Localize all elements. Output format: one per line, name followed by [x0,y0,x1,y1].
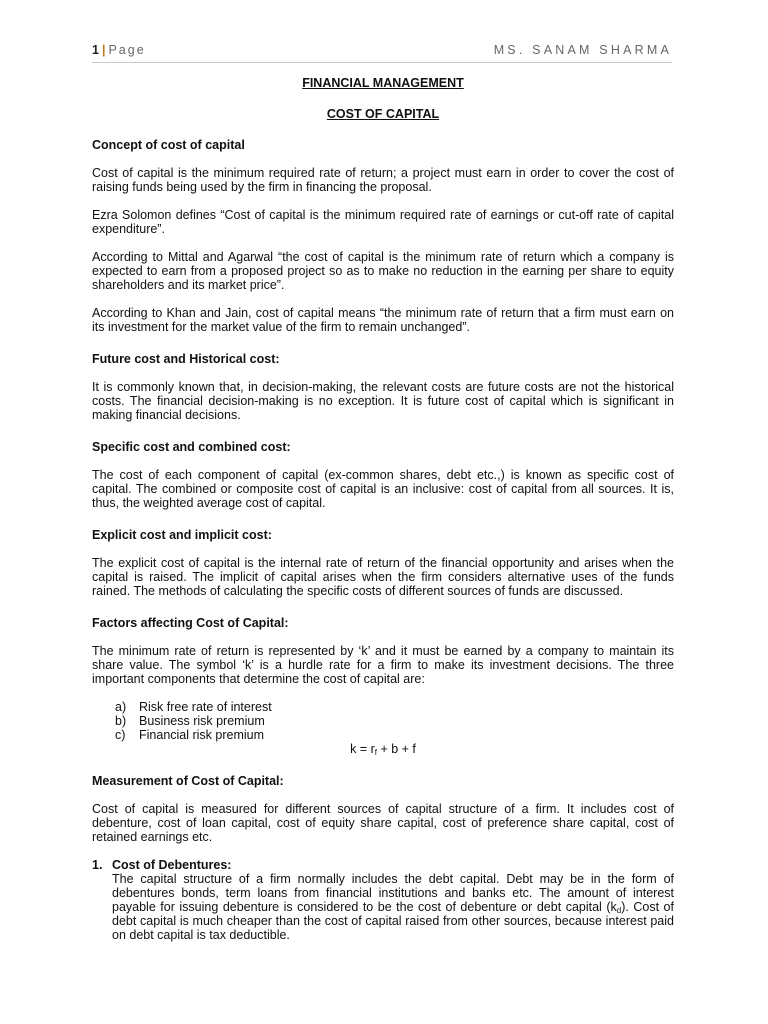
paragraph: Ezra Solomon defines “Cost of capital is the minimum required rate of earnings or cut-off rate of capital expenditure”. [92,208,674,236]
page-header [92,42,672,63]
formula-right: + b + f [376,742,416,756]
list-item-text: Risk free rate of interest [139,700,272,714]
paragraph: The minimum rate of return is represented by ‘k’ and it must be earned by a company to maintain its share value. The symbol ‘k’ is a hurdle rate for a firm to make its investment decisions. The three important components that determine the cost of capital are: [92,644,674,686]
formula-left: k = r [350,742,375,756]
list-item-text: Financial risk premium [139,728,265,742]
paragraph: The explicit cost of capital is the internal rate of return of the financial opportunity and arises when the capital is raised. The implicit of capital arises when the firm considers alternative uses of the funds rained. The methods of calculating the specific costs of different sources of funds are discussed. [92,556,674,598]
author-name: MS. SANAM SHARMA [493,43,672,57]
document-title: FINANCIAL MANAGEMENT [302,76,464,90]
page-number-label [92,43,146,57]
list-marker: b) [115,714,127,728]
section-heading-concept: Concept of cost of capital [92,138,245,152]
formula-subscript: f [374,748,377,757]
components-list [92,700,674,742]
section-heading-specific-cost: Specific cost and combined cost: [92,440,291,454]
paragraph-part: ). Cost of debt capital is much cheaper than the cost of capital raised from other sources, because interest paid on debt capital is tax deductible. [112,900,674,942]
document-body [92,76,674,942]
paragraph-part: The capital structure of a firm normally includes the debt capital. Debt may be in the form of debentures bonds, term loans from financial institutions and banks etc. The amount of interest payable for issuing debenture is considered to be the cost of debenture or debt capital (k [112,872,674,914]
page-number: 1 [92,43,99,57]
list-item [92,728,674,742]
list-item [92,714,674,728]
paragraph: According to Khan and Jain, cost of capital means “the minimum rate of return that a firm must earn on its investment for the market value of the firm to remain unchanged”. [92,306,674,334]
list-item [92,700,674,714]
page-label: Page [108,43,146,57]
paragraph: The cost of each component of capital (ex-common shares, debt etc.,) is known as specific cost of capital. The combined or composite cost of capital is an inclusive: cost of capital from all sources. It is, thus, the weighted average cost of capital. [92,468,674,510]
document-subtitle: COST OF CAPITAL [326,107,440,121]
list-item-text: Business risk premium [139,714,265,728]
paragraph: It is commonly known that, in decision-making, the relevant costs are future costs are not the historical costs. The financial decision-making is no exception. It is future cost of capital which is significant in making financial decisions. [92,380,674,422]
heading-number: 1. [92,858,103,872]
section-heading-measurement: Measurement of Cost of Capital: [92,774,284,788]
paragraph [92,872,674,942]
paragraph-subscript: d [616,906,622,915]
list-marker: a) [115,700,127,714]
header-separator: | [101,43,106,57]
heading-text: Cost of Debentures: [112,858,232,872]
paragraph: Cost of capital is the minimum required rate of return; a project must earn in order to cover the cost of raising funds being used by the firm in financing the proposal. [92,166,674,194]
section-heading-factors: Factors affecting Cost of Capital: [92,616,289,630]
paragraph: According to Mittal and Agarwal “the cost of capital is the minimum rate of return which a company is expected to earn from a proposed project so as to make no reduction in the earning per share to equity shareholders and its market price”. [92,250,674,292]
paragraph: Cost of capital is measured for different sources of capital structure of a firm. It includes cost of debenture, cost of loan capital, cost of equity share capital, cost of preference share capital, cost of retained earnings etc. [92,802,674,844]
numbered-heading-cost-of-debentures [92,858,674,872]
cost-of-capital-formula [92,742,674,756]
list-marker: c) [115,728,126,742]
section-heading-future-cost: Future cost and Historical cost: [92,352,280,366]
section-heading-explicit-cost: Explicit cost and implicit cost: [92,528,272,542]
